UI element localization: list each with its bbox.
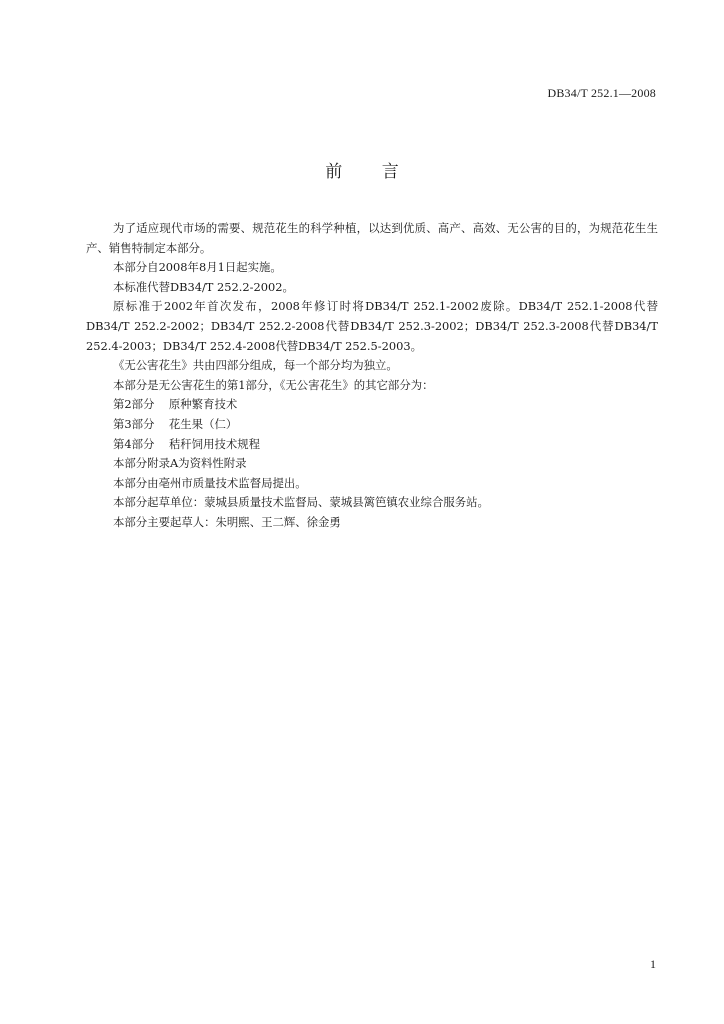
paragraph-proposer: 本部分由亳州市质量技术监督局提出。 [113,475,307,490]
list-item-part-4: 第4部分 秸秆饲用技术规程 [113,436,261,451]
list-item-part-2: 第2部分 原种繁育技术 [113,397,238,412]
paragraph-drafting-units: 本部分起草单位：蒙城县质量技术监督局、蒙城县篱笆镇农业综合服务站。 [113,495,489,510]
paragraph-effective-date: 本部分自2008年8月1日起实施。 [113,260,282,275]
paragraph-drafters: 本部分主要起草人：朱明熙、王二辉、徐金勇 [113,514,341,529]
page-number: 1 [650,957,656,971]
list-item-part-3: 第3部分 花生果（仁） [113,416,238,431]
paragraph-history: 原标准于2002年首次发布，2008年修订时将DB34/T 252.1-2002废除。DB34/T 252.1-2008代替DB34/T 252.2-2002；DB34/T 252.2-2008代替DB34/T 252.3-2002；DB34/T 252.3-2008代替DB34/T 252.4-2003；DB34/T 252.4-2008代替DB34/T 252.5-2003。 [86,299,662,353]
paragraph-other-parts: 本部分是无公害花生的第1部分，《无公害花生》的其它部分为： [113,377,434,392]
foreword-body [86,219,662,533]
standard-code: DB34/T 252.1—2008 [547,86,656,100]
page-title: 前 言 [325,162,399,182]
paragraph-replaces: 本标准代替DB34/T 252.2-2002。 [113,279,294,294]
paragraph-purpose: 为了适应现代市场的需要、规范花生的科学种植，以达到优质、高产、高效、无公害的目的，为规范花生生产、销售特制定本部分。 [86,221,658,255]
paragraph-appendix: 本部分附录A为资料性附录 [113,456,247,471]
paragraph-composition: 《无公害花生》共由四部分组成，每一个部分均为独立。 [113,358,398,373]
